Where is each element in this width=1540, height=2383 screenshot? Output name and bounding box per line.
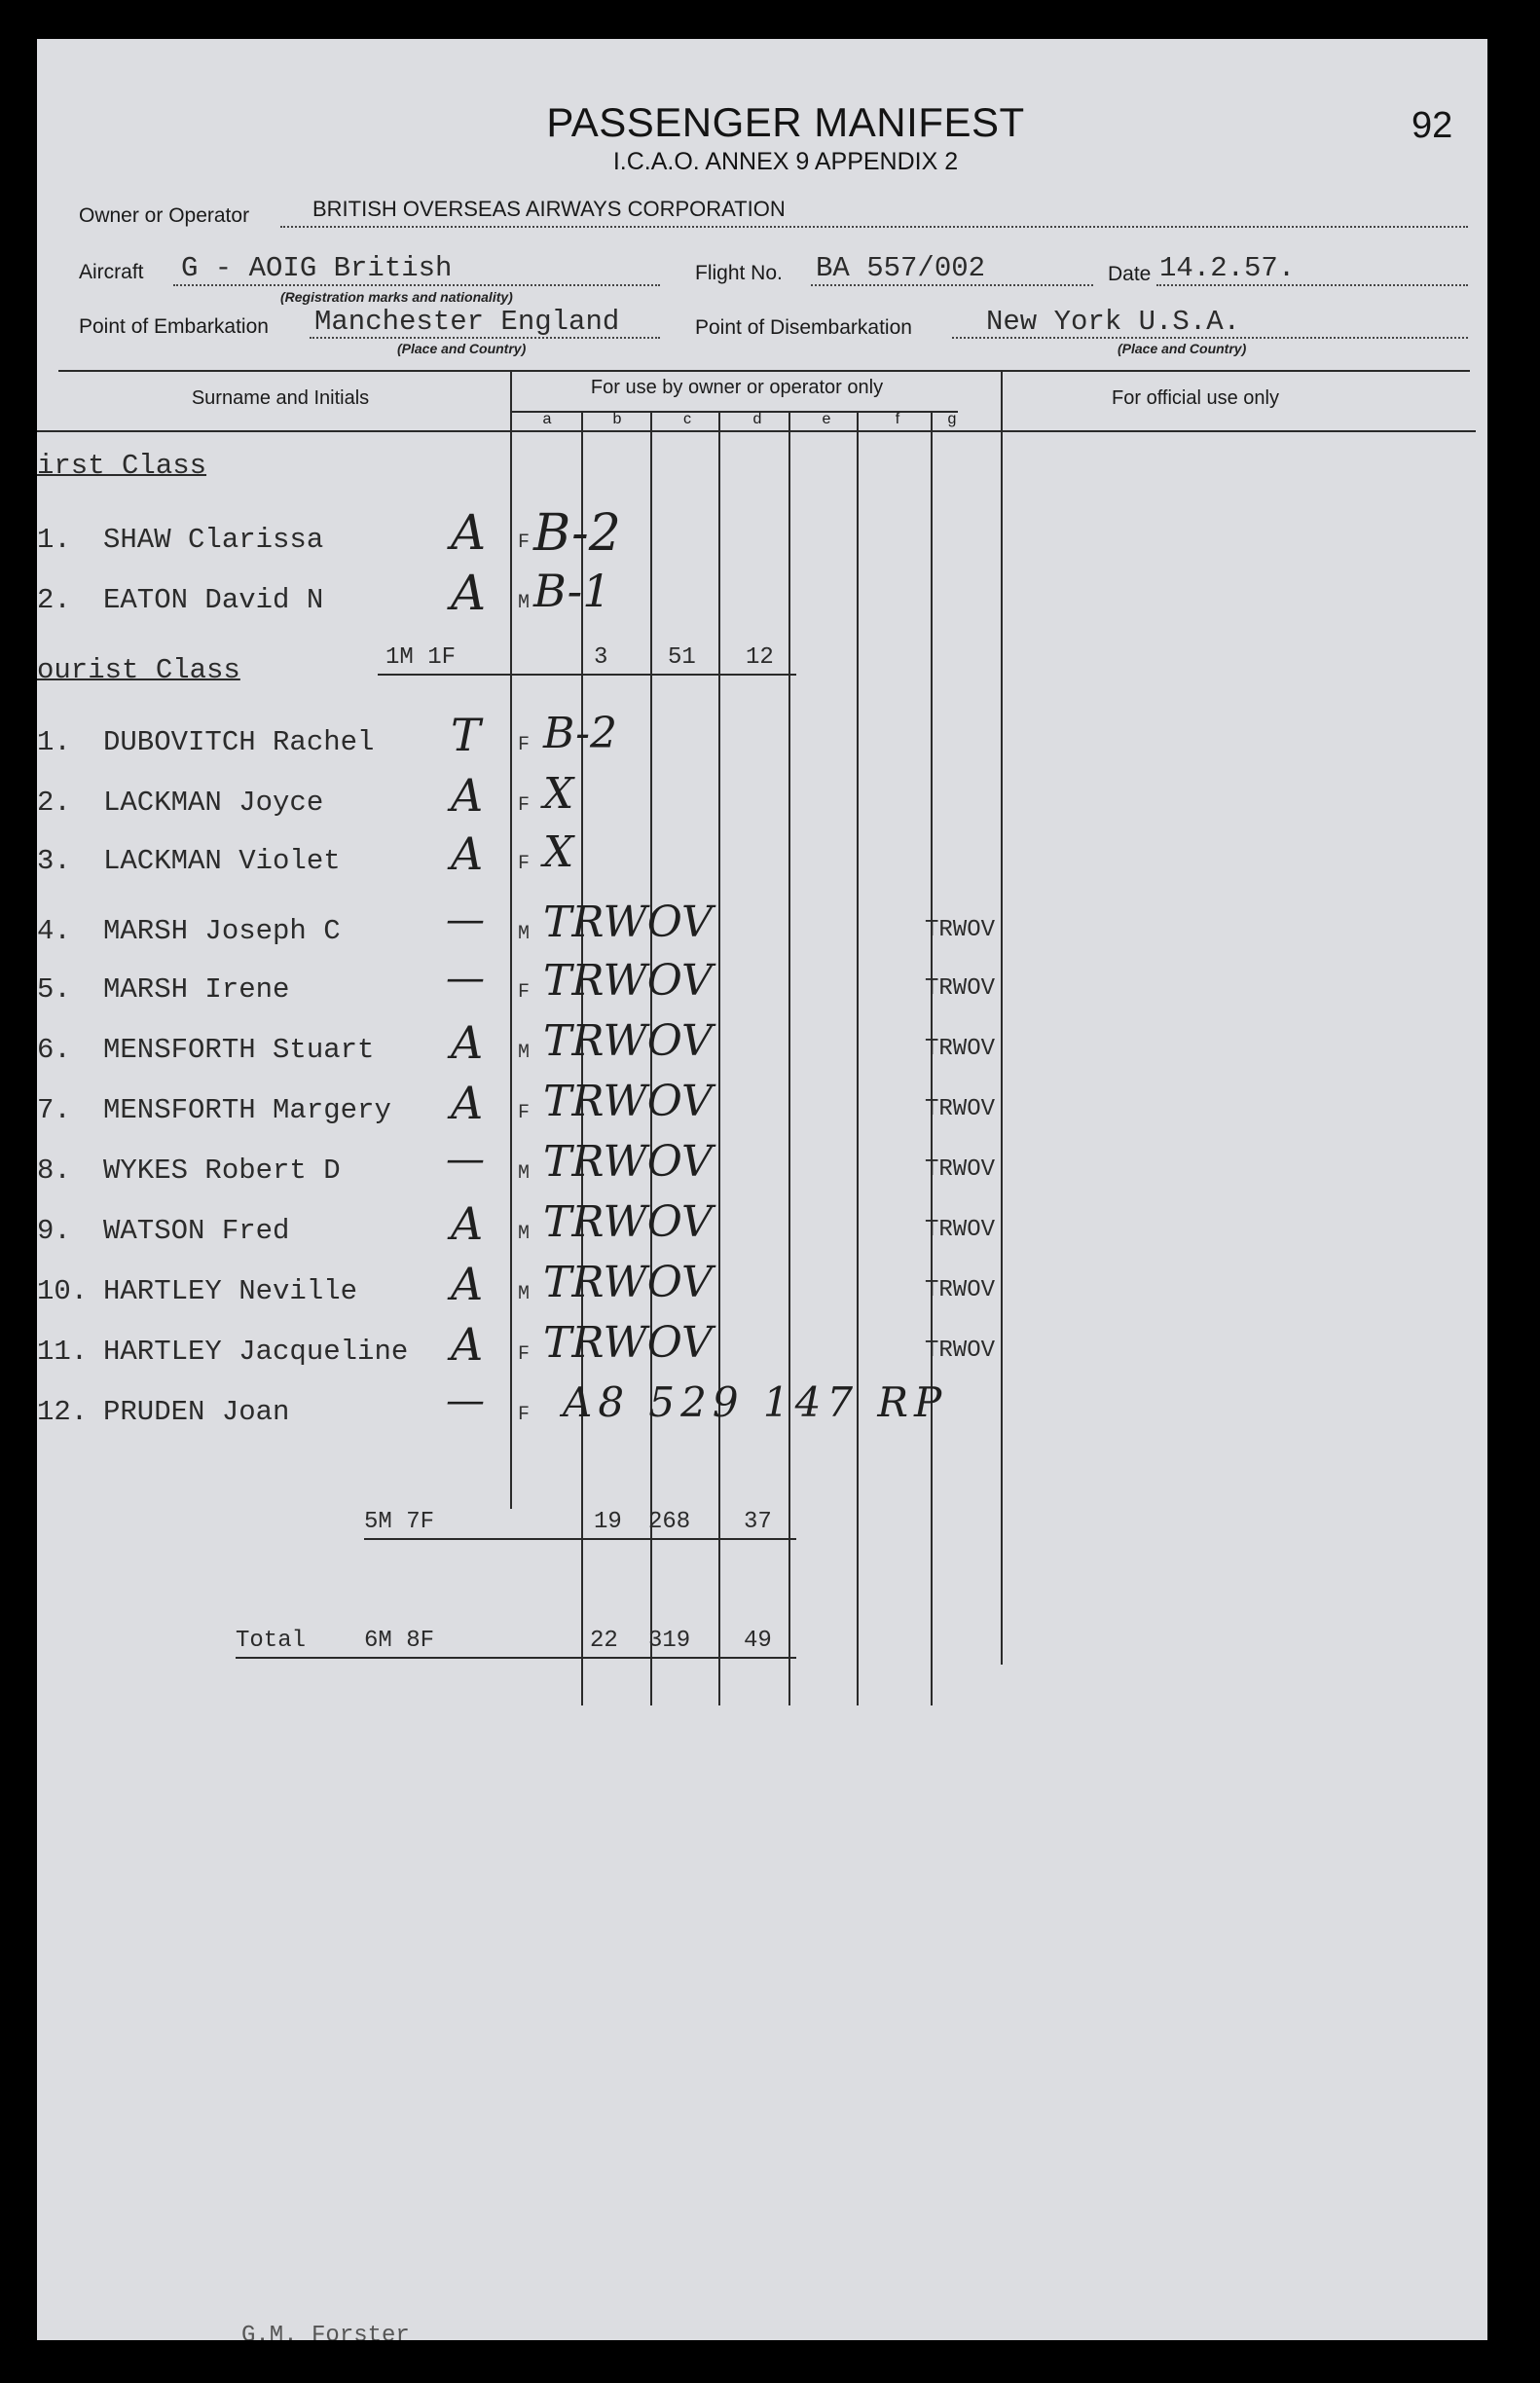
col-line-official: [1001, 370, 1003, 1665]
owner-use-header: For use by owner or operator only: [590, 377, 884, 398]
disembark-line: [952, 337, 1468, 339]
passenger-sex: F: [518, 532, 531, 554]
subcol-e: e: [822, 411, 831, 427]
passenger-note: X: [543, 769, 574, 819]
passenger-mark: A: [451, 1318, 484, 1371]
passenger-note: X: [543, 827, 574, 877]
subcol-d: d: [752, 411, 762, 427]
table-top-rule: [58, 370, 1470, 372]
passenger-note: TRWOV: [543, 956, 713, 1006]
passenger-official: TRWOV: [925, 1156, 996, 1183]
official-header: For official use only: [1112, 387, 1279, 409]
aircraft-note: (Registration marks and nationality): [280, 289, 513, 305]
passenger-official: TRWOV: [925, 1277, 996, 1303]
owner-label: Owner or Operator: [79, 204, 250, 227]
date-value: 14.2.57.: [1159, 252, 1296, 284]
passenger-name: MENSFORTH Margery: [103, 1094, 391, 1126]
first-subtotal-count: 1M 1F: [385, 644, 457, 671]
passenger-mark: A: [451, 504, 487, 561]
passenger-sex: M: [518, 592, 531, 614]
subcol-g: g: [947, 411, 957, 427]
passenger-name: LACKMAN Violet: [103, 845, 341, 877]
passenger-mark: A: [451, 1077, 484, 1129]
passenger-name: SHAW Clarissa: [103, 524, 324, 556]
passenger-note: TRWOV: [543, 898, 713, 947]
passenger-name: WATSON Fred: [103, 1215, 290, 1247]
passenger-num: 10.: [37, 1275, 89, 1307]
passenger-mark: A: [451, 769, 484, 822]
passenger-name: WYKES Robert D: [103, 1155, 341, 1187]
passenger-num: 1.: [37, 524, 71, 556]
passenger-num: 8.: [37, 1155, 71, 1187]
passenger-official: TRWOV: [925, 917, 996, 943]
passenger-num: 1.: [37, 726, 71, 758]
aircraft-value: G - AOIG British: [181, 252, 453, 284]
table-header-rule: [37, 430, 1476, 432]
aircraft-line: [173, 284, 660, 286]
surname-header: Surname and Initials: [191, 387, 370, 409]
total-count: 6M 8F: [364, 1628, 435, 1654]
passenger-name: MENSFORTH Stuart: [103, 1034, 375, 1066]
passenger-sex: F: [518, 734, 531, 756]
passenger-note: B-2: [543, 709, 618, 758]
manifest-page: [37, 39, 1487, 2340]
passenger-sex: M: [518, 1162, 531, 1185]
total-e: 49: [744, 1628, 772, 1654]
passenger-name: MARSH Joseph C: [103, 915, 341, 947]
passenger-note: TRWOV: [543, 1318, 713, 1368]
passenger-sex: M: [518, 923, 531, 945]
tourist-subtotal-d: 268: [648, 1509, 691, 1535]
passenger-sex: M: [518, 1042, 531, 1064]
total-c: 22: [590, 1628, 618, 1654]
passenger-note: TRWOV: [543, 1016, 713, 1066]
embark-label: Point of Embarkation: [79, 315, 269, 338]
subcol-c: c: [683, 411, 691, 427]
subcol-f: f: [895, 411, 900, 427]
total-rule: [236, 1657, 796, 1659]
passenger-mark: A: [451, 1197, 484, 1250]
col-line-a: [510, 370, 512, 1509]
passenger-mark: —: [446, 898, 485, 942]
passenger-note: TRWOV: [543, 1197, 713, 1247]
passenger-sex: F: [518, 1343, 531, 1366]
passenger-mark: —: [446, 956, 485, 1001]
disembark-label: Point of Disembarkation: [695, 316, 912, 339]
passenger-name: LACKMAN Joyce: [103, 787, 324, 819]
embark-value: Manchester England: [314, 306, 620, 338]
passenger-num: 5.: [37, 973, 71, 1006]
page-title: PASSENGER MANIFEST: [546, 99, 1025, 145]
first-subtotal-rule: [378, 674, 796, 676]
passenger-num: 2.: [37, 787, 71, 819]
passenger-note: B-1: [533, 565, 611, 617]
passenger-note: TRWOV: [543, 1258, 713, 1307]
passenger-name: HARTLEY Neville: [103, 1275, 358, 1307]
col-line-d: [718, 411, 720, 1705]
embark-note: (Place and Country): [397, 341, 527, 356]
passenger-mark: A: [451, 1258, 484, 1310]
passenger-official: TRWOV: [925, 1217, 996, 1243]
page-number: 92: [1412, 105, 1453, 146]
passenger-note: TRWOV: [543, 1137, 713, 1187]
passenger-num: 6.: [37, 1034, 71, 1066]
subcol-a: a: [542, 411, 552, 427]
disembark-value: New York U.S.A.: [986, 306, 1241, 338]
passenger-mark: —: [446, 1137, 485, 1182]
passenger-num: 11.: [37, 1336, 89, 1368]
date-label: Date: [1108, 263, 1152, 285]
aircraft-label: Aircraft: [79, 261, 144, 283]
passenger-num: 4.: [37, 915, 71, 947]
passenger-note: A8 529 147 RP: [563, 1378, 948, 1426]
passenger-name: DUBOVITCH Rachel: [103, 726, 375, 758]
passenger-sex: M: [518, 1283, 531, 1305]
passenger-name: HARTLEY Jacqueline: [103, 1336, 409, 1368]
date-line: [1156, 284, 1468, 286]
passenger-num: 2.: [37, 584, 71, 616]
passenger-sex: F: [518, 1102, 531, 1124]
passenger-official: TRWOV: [925, 1036, 996, 1062]
passenger-num: 7.: [37, 1094, 71, 1126]
passenger-official: TRWOV: [925, 975, 996, 1002]
passenger-mark: A: [451, 565, 487, 621]
first-subtotal-e: 12: [746, 644, 774, 671]
passenger-sex: M: [518, 1223, 531, 1245]
page-subtitle: I.C.A.O. ANNEX 9 APPENDIX 2: [612, 148, 959, 175]
passenger-sex: F: [518, 853, 531, 875]
tourist-subtotal-count: 5M 7F: [364, 1509, 435, 1535]
passenger-mark: —: [446, 1378, 485, 1423]
owner-line: [280, 226, 1468, 228]
passenger-mark: T: [451, 709, 481, 761]
disembark-note: (Place and Country): [1118, 341, 1247, 356]
passenger-name: PRUDEN Joan: [103, 1396, 290, 1428]
tourist-subtotal-c: 19: [594, 1509, 622, 1535]
passenger-official: TRWOV: [925, 1338, 996, 1364]
flight-label: Flight No.: [695, 262, 783, 284]
passenger-official: TRWOV: [925, 1096, 996, 1122]
tourist-class-heading: ourist Class: [37, 654, 240, 686]
passenger-note: TRWOV: [543, 1077, 713, 1126]
first-class-heading: irst Class: [37, 450, 207, 482]
passenger-mark: A: [451, 827, 484, 880]
passenger-name: MARSH Irene: [103, 973, 290, 1006]
embark-line: [310, 337, 660, 339]
subcol-b: b: [612, 411, 622, 427]
flight-line: [811, 284, 1093, 286]
first-subtotal-c: 3: [594, 644, 608, 671]
passenger-sex: F: [518, 981, 531, 1004]
passenger-sex: F: [518, 794, 531, 817]
passenger-name: EATON David N: [103, 584, 324, 616]
passenger-num: 12.: [37, 1396, 89, 1428]
passenger-num: 3.: [37, 845, 71, 877]
passenger-mark: A: [451, 1016, 484, 1069]
tourist-subtotal-e: 37: [744, 1509, 772, 1535]
total-label: Total: [236, 1628, 307, 1654]
col-line-f: [857, 411, 859, 1705]
passenger-note: B-2: [533, 504, 621, 563]
passenger-num: 9.: [37, 1215, 71, 1247]
owner-value: BRITISH OVERSEAS AIRWAYS CORPORATION: [312, 197, 786, 221]
total-d: 319: [648, 1628, 691, 1654]
flight-value: BA 557/002: [816, 252, 986, 284]
tourist-subtotal-rule: [364, 1538, 796, 1540]
col-line-e: [788, 411, 790, 1705]
passenger-sex: F: [518, 1404, 531, 1426]
footer-prepared-by: G.M. Forster: [241, 2323, 410, 2340]
first-subtotal-d: 51: [668, 644, 696, 671]
